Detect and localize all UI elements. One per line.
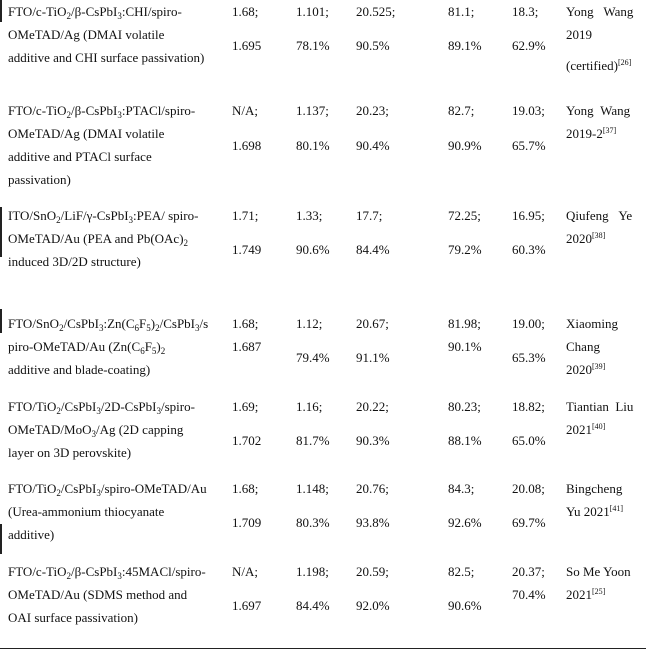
structure-cell-line: OMeTAD/Au (PEA and $Pb(OAc)_2$ <box>8 231 189 248</box>
structure-cell-line: (Urea-ammonium thiocyanate <box>8 504 165 519</box>
structure-cell-line: OMeTAD/MoO$_3$/Ag (2D capping <box>8 422 184 439</box>
jsc-cell-line: 20.23; <box>356 103 389 118</box>
voc-cell-line: 1.101; <box>296 4 329 19</box>
eg-cell-line: 1.68; <box>232 316 259 331</box>
jsc-cell-line: 93.8% <box>356 515 390 530</box>
ref-cell-line: So Me Yoon <box>566 564 631 579</box>
voc-cell-line: 90.6% <box>296 242 330 257</box>
pce-cell-line: 65.7% <box>512 138 546 153</box>
ff-cell-line: 72.25; <box>448 208 481 223</box>
ff-cell-line: 88.1% <box>448 433 482 448</box>
structure-cell-line: OMeTAD/Au (SDMS method and <box>8 587 188 602</box>
pce-cell-line: 65.0% <box>512 433 546 448</box>
voc-cell-line: 80.1% <box>296 138 330 153</box>
table-row <box>0 474 646 553</box>
ff-cell-line: 90.6% <box>448 598 482 613</box>
jsc-cell-line: 20.67; <box>356 316 389 331</box>
ref-cell-line: Yong Wang <box>566 4 634 19</box>
jsc-cell-line: 20.59; <box>356 564 389 579</box>
ff-cell-line: 90.9% <box>448 138 482 153</box>
table-row <box>0 305 646 392</box>
jsc-cell-line: 90.4% <box>356 138 390 153</box>
pce-cell-line: 20.08; <box>512 481 545 496</box>
voc-cell-line: 1.33; <box>296 208 323 223</box>
ref-cell-line: Chang <box>566 339 600 354</box>
structure-cell-line: piro-OMeTAD/Au ($Zn(C_6F_5)_2$ <box>8 339 166 356</box>
ref-cell-line: 2020[39] <box>566 362 606 377</box>
ref-cell-line: 2021[40] <box>566 422 606 437</box>
structure-cell-line: FTO/$SnO_2/CsPbI_3:Zn(C_6F_5)_2/CsPbI_3/s$ <box>8 316 209 333</box>
jsc-cell-line: 90.5% <box>356 38 390 53</box>
ref-cell-line: Bingcheng <box>566 481 623 496</box>
pce-cell-line: 69.7% <box>512 515 546 530</box>
jsc-cell-line: 20.22; <box>356 399 389 414</box>
ref-cell-line: (certified)[26] <box>566 58 632 73</box>
ff-cell-line: 84.3; <box>448 481 475 496</box>
ff-cell-line: 82.7; <box>448 103 475 118</box>
structure-cell-line: OMeTAD/Ag (DMAI volatile <box>8 27 165 42</box>
structure-cell-line: FTO/TiO$_2$/CsPbI$_3$/spiro-OMeTAD/Au <box>8 481 207 498</box>
voc-cell-line: 1.148; <box>296 481 329 496</box>
voc-cell-line: 1.16; <box>296 399 323 414</box>
eg-cell-line: 1.69; <box>232 399 259 414</box>
pce-cell-line: 16.95; <box>512 208 545 223</box>
structure-cell-line: FTO/c-TiO$_2$/β-CsPbI$_3$:PTACl/spiro- <box>8 103 196 120</box>
ff-cell-line: 80.23; <box>448 399 481 414</box>
pce-cell-line: 62.9% <box>512 38 546 53</box>
voc-cell-line: 80.3% <box>296 515 330 530</box>
cell-edge-mark <box>0 207 2 257</box>
structure-cell-line: OMeTAD/Ag (DMAI volatile <box>8 126 165 141</box>
jsc-cell-line: 91.1% <box>356 350 390 365</box>
cell-edge-mark <box>0 309 2 333</box>
table-row <box>0 197 646 305</box>
structure-cell-line: additive and CHI surface passivation) <box>8 50 205 65</box>
ref-cell-line: Qiufeng Ye <box>566 208 633 223</box>
ref-cell-line: 2019 <box>566 27 592 42</box>
ff-cell-line: 89.1% <box>448 38 482 53</box>
eg-cell-line: 1.697 <box>232 598 262 613</box>
voc-cell-line: 1.12; <box>296 316 323 331</box>
jsc-cell-line: 92.0% <box>356 598 390 613</box>
structure-cell-line: FTO/TiO$_2$/CsPbI$_3$/2D-CsPbI$_3$/spiro- <box>8 399 195 416</box>
jsc-cell-line: 84.4% <box>356 242 390 257</box>
ref-cell-line: Yu 2021[41] <box>566 504 624 519</box>
eg-cell-line: 1.68; <box>232 481 259 496</box>
pce-cell-line: 65.3% <box>512 350 546 365</box>
pce-cell-line: 70.4% <box>512 587 546 602</box>
structure-cell-line: additive and blade-coating) <box>8 362 151 377</box>
table-row <box>0 99 646 197</box>
jsc-cell-line: 20.76; <box>356 481 389 496</box>
pce-cell-line: 18.3; <box>512 4 539 19</box>
eg-cell-line: 1.702 <box>232 433 262 448</box>
structure-cell-line: additive and PTACl surface <box>8 149 152 164</box>
cell-edge-mark <box>0 524 2 554</box>
eg-cell-line: 1.71; <box>232 208 259 223</box>
pce-cell-line: 18.82; <box>512 399 545 414</box>
table-row <box>0 0 646 99</box>
voc-cell-line: 81.7% <box>296 433 330 448</box>
eg-cell-line: N/A; <box>232 103 258 118</box>
eg-cell-line: 1.68; <box>232 4 259 19</box>
pce-cell-line: 19.03; <box>512 103 545 118</box>
eg-cell-line: 1.687 <box>232 339 262 354</box>
structure-cell-line: FTO/c-TiO$_2$/β-CsPbI$_3$:45MACl/spiro- <box>8 564 206 581</box>
voc-cell-line: 78.1% <box>296 38 330 53</box>
eg-cell-line: N/A; <box>232 564 258 579</box>
eg-cell-line: 1.749 <box>232 242 262 257</box>
ff-cell-line: 79.2% <box>448 242 482 257</box>
voc-cell-line: 84.4% <box>296 598 330 613</box>
ff-cell-line: 81.1; <box>448 4 475 19</box>
pce-cell-line: 19.00; <box>512 316 545 331</box>
voc-cell-line: 79.4% <box>296 350 330 365</box>
voc-cell-line: 1.198; <box>296 564 329 579</box>
ref-cell-line: Yong Wang <box>566 103 631 118</box>
pce-cell-line: 20.37; <box>512 564 545 579</box>
ref-cell-line: 2019-2[37] <box>566 126 617 141</box>
ref-cell-line: Tiantian Liu <box>566 399 634 414</box>
eg-cell-line: 1.695 <box>232 38 262 53</box>
jsc-cell-line: 17.7; <box>356 208 383 223</box>
structure-cell-line: induced 3D/2D structure) <box>8 254 141 269</box>
ref-cell-line: 2020[38] <box>566 231 606 246</box>
structure-cell-line: passivation) <box>8 172 71 187</box>
ref-cell-line: Xiaoming <box>566 316 618 331</box>
jsc-cell-line: 20.525; <box>356 4 396 19</box>
eg-cell-line: 1.698 <box>232 138 262 153</box>
ff-cell-line: 90.1% <box>448 339 482 354</box>
structure-cell-line: OAI surface passivation) <box>8 610 138 625</box>
ff-cell-line: 92.6% <box>448 515 482 530</box>
pce-cell-line: 60.3% <box>512 242 546 257</box>
table-bottom-rule <box>0 648 646 649</box>
ff-cell-line: 82.5; <box>448 564 475 579</box>
table-row <box>0 392 646 474</box>
eg-cell-line: 1.709 <box>232 515 262 530</box>
structure-cell-line: additive) <box>8 527 55 542</box>
structure-cell-line: layer on 3D perovskite) <box>8 445 132 460</box>
ref-cell-line: 2021[25] <box>566 587 606 602</box>
ff-cell-line: 81.98; <box>448 316 481 331</box>
jsc-cell-line: 90.3% <box>356 433 390 448</box>
structure-cell-line: FTO/c-TiO$_2$/β-CsPbI$_3$:CHI/spiro- <box>8 4 182 21</box>
voc-cell-line: 1.137; <box>296 103 329 118</box>
cell-edge-mark <box>0 0 2 22</box>
table-row <box>0 553 646 649</box>
structure-cell-line: ITO/SnO$_2$/LiF/γ-CsPbI$_3$:PEA/ spiro- <box>8 208 199 225</box>
